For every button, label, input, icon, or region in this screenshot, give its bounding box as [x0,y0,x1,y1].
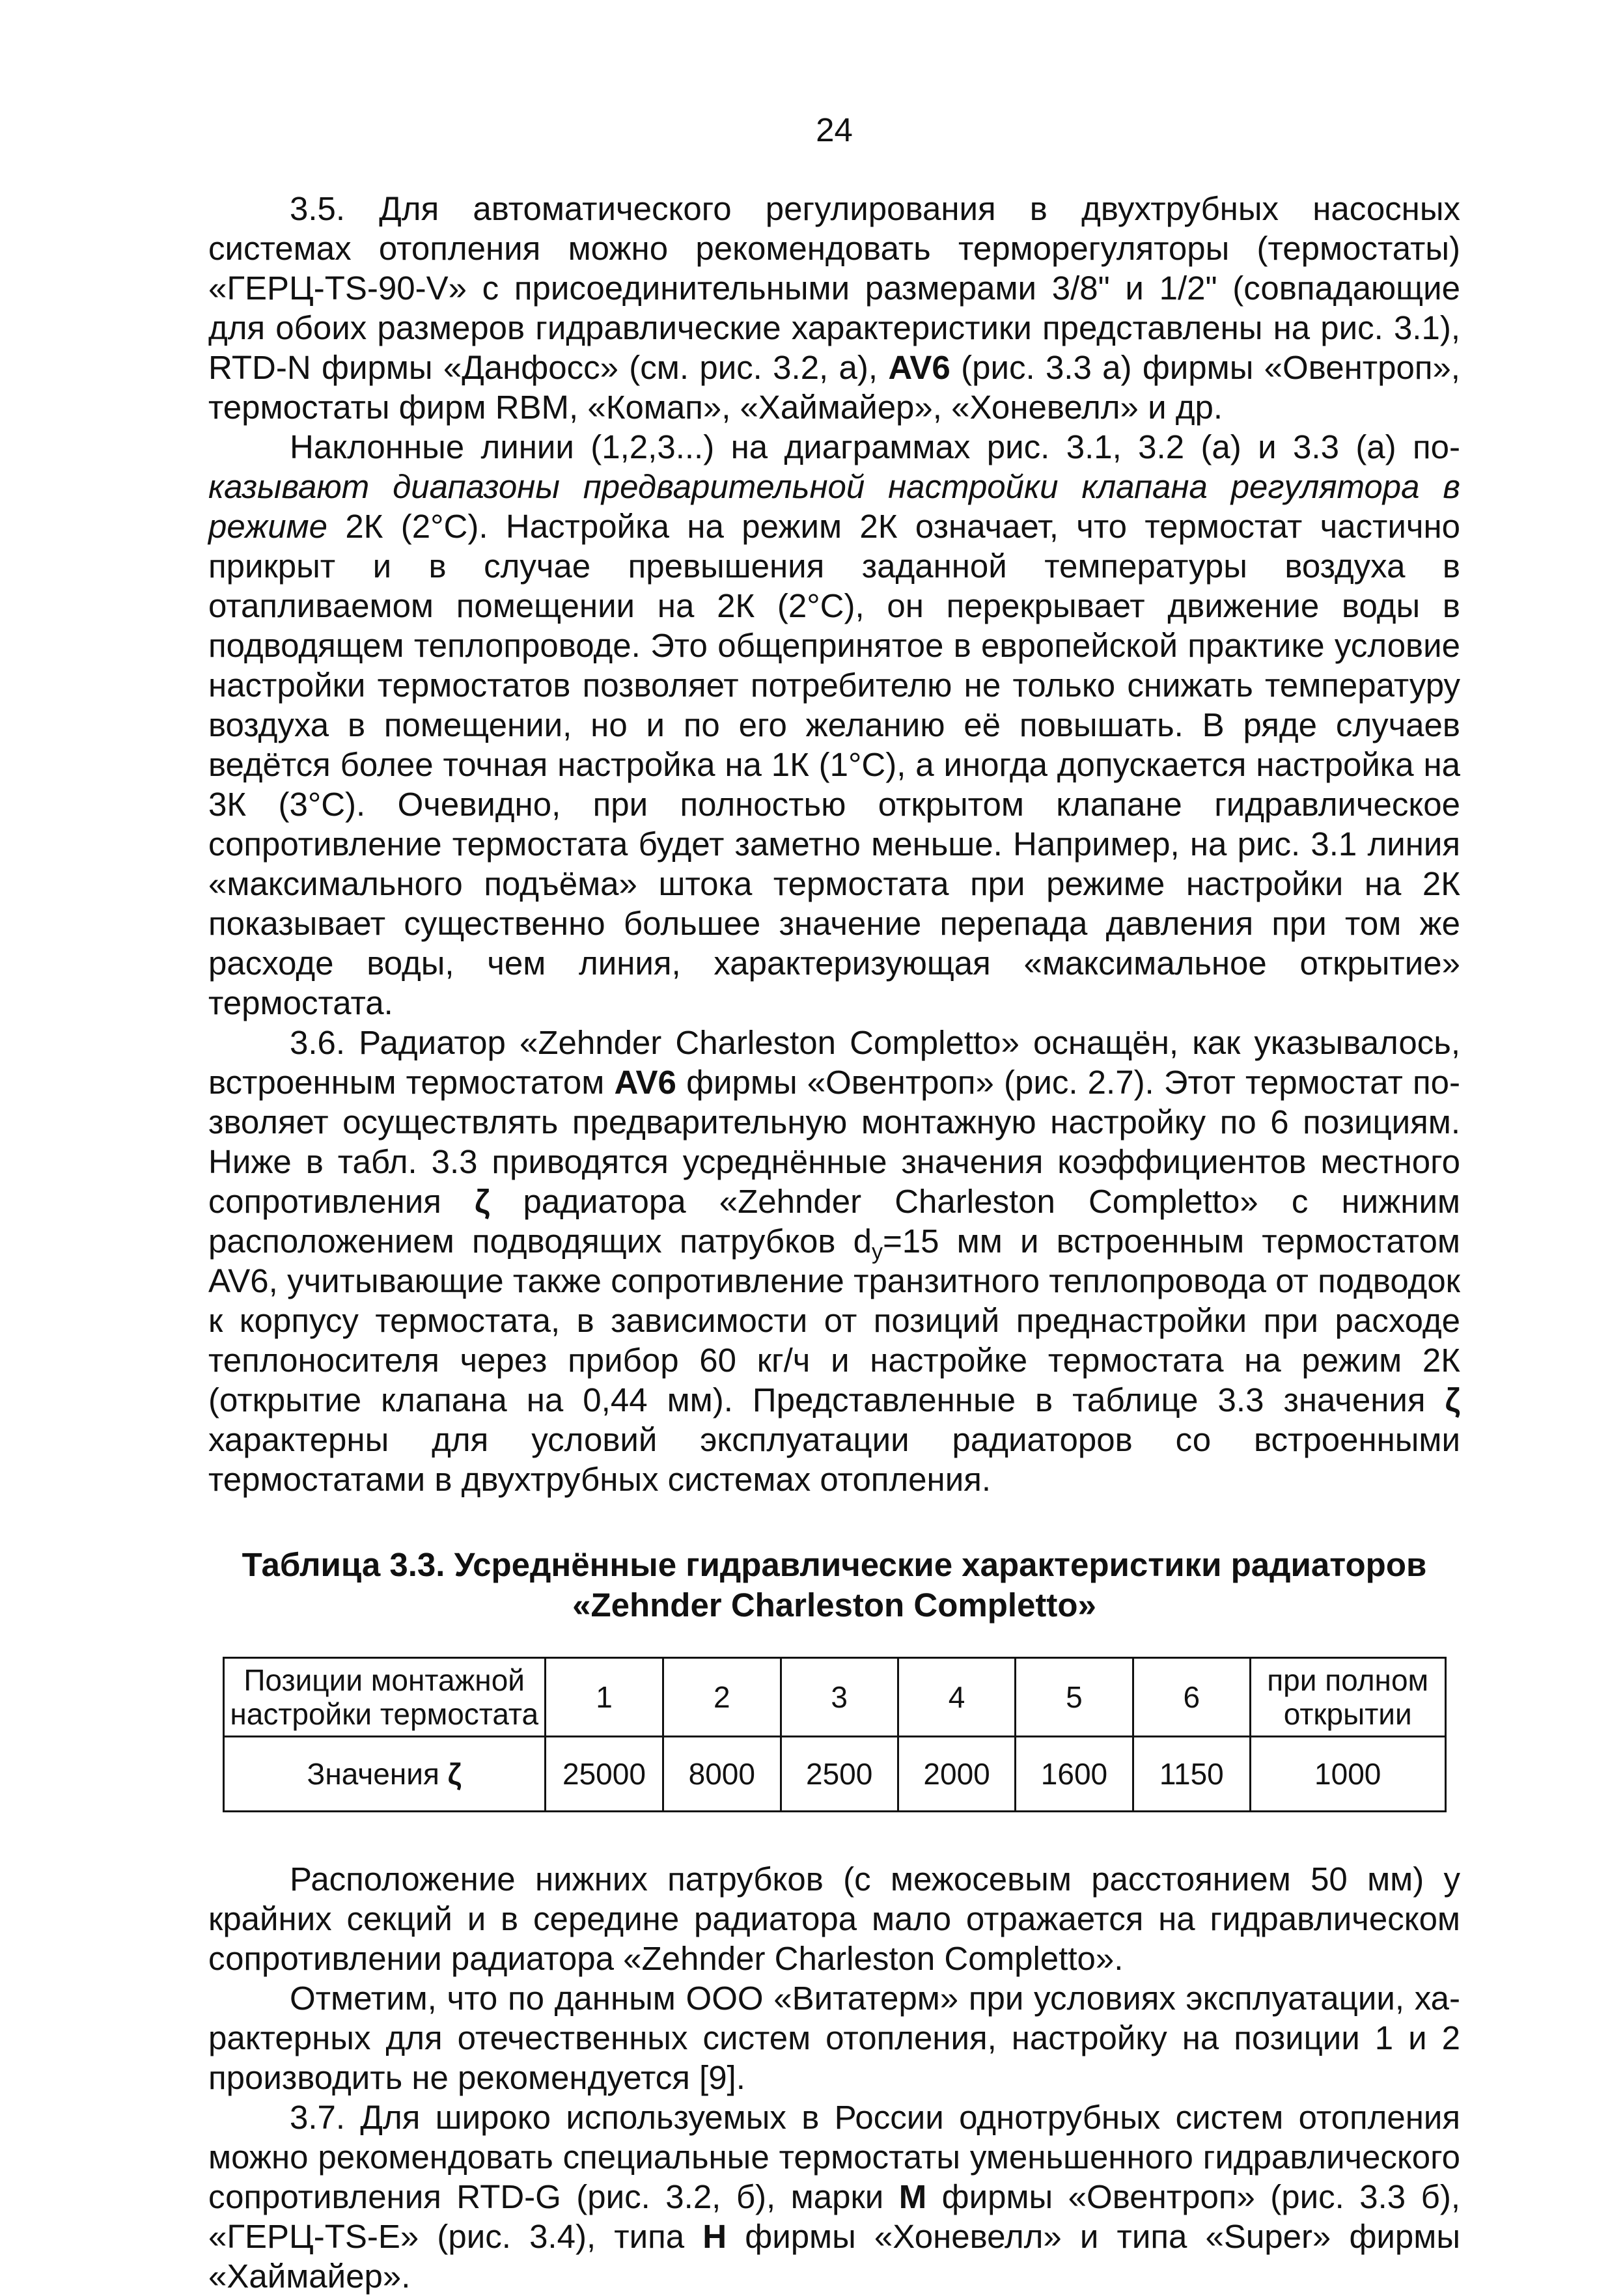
bold-run: AV6 [614,1064,676,1101]
page-number: 24 [816,111,853,148]
italic-run: казывают диапазоны предварительной настройки клапана регулятора в режиме [208,468,1460,545]
text-run: радиатора «Zehnder Charleston Completto» с нижним расположением подводящих патрубков d [208,1183,1460,1260]
subscript: у [871,1239,883,1264]
table-header-cell: 2 [663,1658,781,1737]
table-cell: 1600 [1016,1737,1133,1812]
zeta-symbol: ζ [474,1183,490,1220]
text-run: фирмы «Овентроп» (рис. 2.7). Этот термостат позволяет осуществлять предварительную монтажную настройку по 6 позициям. Ниже в табл. 3.3 приводятся усреднённые значения коэффициентов местного сопротивления [208,1064,1460,1220]
paragraph-vitaterm: Отметим, что по данным ООО «Витатерм» при условиях эксплуатации, характерных для отечественных систем отопления, настройку на позиции 1 и 2 производить не рекомендуется [9]. [208,1980,1460,2096]
table-row [223,1737,1445,1812]
row-label-text: Значения [307,1756,448,1791]
table-header-label: Позиции монтажной настройки термостата [223,1658,545,1737]
table-cell: 25000 [545,1737,663,1812]
paragraph-3-6 [208,1023,1460,1499]
paragraph-nozzles: Расположение нижних патрубков (с межосевым расстоянием 50 мм) у крайних секций и в середине радиатора мало отражается на гидравлическом сопротивлении радиатора «Zehnder Charleston Completto». [208,1860,1460,1977]
table-header-cell: 4 [898,1658,1015,1737]
bold-run: AV6 [888,349,950,386]
table-cell: 2500 [781,1737,898,1812]
text-run: 2К (2°С). Настройка на режим 2К означает, что термостат частично прикрыт и в случае превышения заданной температуры воздуха в отапливаемом помещении на 2К (2°С), он перекрывает движение воды в подводящем теплопроводе. Это общепринятое в европейской практике условие настройки термостатов позволяет потребителю не только снижать температуру воздуха в помещении, но и по его желанию её повышать. В ряде случаев ведётся более точная настройка на 1К (1°С), а иногда допускается настройка на 3К (3°С). Очевидно, при полностью открытом клапане гидравлическое сопротивление термостата будет заметно меньше. Например, на рис. 3.1 линия «максимального подъёма» штока термостата при режиме настройки на 2К показывает существенно большее значение перепада давления при том же расходе воды, чем линия, характеризующая «максимальное открытие» термостата. [208,508,1460,1021]
table-caption-line-2: «Zehnder Charleston Completto» [572,1586,1096,1624]
table-caption [208,1545,1460,1625]
text-run: 3.5. Для автоматического регулирования в двухтрубных насосных системах отопления можно рекомендовать терморегуляторы (термостаты) «ГЕРЦ-TS-90-V» с присоединительными размерами 3/8" и 1/2" (совпадающие для обоих размеров гидравлические характеристики представлены на рис. 3.1), RTD-N фирмы «Данфосс» (см. рис. 3.2, а), [208,190,1460,386]
table-header-cell: 1 [545,1658,663,1737]
data-table [223,1657,1447,1812]
text-run: Наклонные линии (1,2,3...) на диаграммах рис. 3.1, 3.2 (а) и 3.3 (а) по [290,428,1460,465]
zeta-symbol: ζ [447,1756,462,1791]
table-cell: 1150 [1133,1737,1250,1812]
table-row-label [223,1737,545,1812]
table-header-row [223,1658,1445,1737]
bold-run: М [898,2178,927,2215]
table-cell: 8000 [663,1737,781,1812]
text-run: фирмы «Хоневелл» и типа «Super» фирмы «Хаймайер». [208,2218,1460,2295]
text-run: 3.7. Для широко используемых в России однотрубных систем отопления можно рекомендовать специальные термостаты уменьшенного гидравлического сопротивления RTD-G (рис. 3.2, б), марки [208,2099,1460,2215]
text-run: =15 мм и встроенным термостатом AV6, учитывающие также сопротивление транзитного теплопровода от подводок к корпусу термостата, в зависимости от позиций преднастройки при расходе теплоносителя через прибор 60 кг/ч и настройке термостата на режим 2К (открытие клапана на 0,44 мм). Представленные в таблице 3.3 значения [208,1223,1460,1418]
table-caption-line-1: Таблица 3.3. Усреднённые гидравлические характеристики радиаторов [242,1546,1427,1583]
zeta-symbol: ζ [1445,1381,1460,1418]
table-cell: 2000 [898,1737,1015,1812]
text-run: фирмы «Овентроп» (рис. 3.3 б), «ГЕРЦ-TS-E» (рис. 3.4), типа [208,2178,1460,2255]
table-header-cell: 3 [781,1658,898,1737]
text-run: 3.6. Радиатор «Zehnder Charleston Completto» оснащён, как указывалось, встроенным термостатом [208,1024,1460,1101]
paragraph-3-5 [208,189,1460,427]
paragraph-inclined-lines [208,427,1460,1023]
text-run: (рис. 3.3 а) фирмы «Овентроп», термостаты фирм RBM, «Комап», «Хаймайер», «Хоневелл» и др. [208,349,1460,426]
bold-run: Н [702,2218,727,2255]
table-cell: 1000 [1250,1737,1445,1812]
table-header-cell: при полном открытии [1250,1658,1445,1737]
table-header-cell: 6 [1133,1658,1250,1737]
text-run: характерны для условий эксплуатации радиаторов со встроенными термостатами в двухтрубных системах отопления. [208,1421,1460,1498]
paragraph-3-7 [208,2097,1460,2296]
table-header-cell: 5 [1016,1658,1133,1737]
